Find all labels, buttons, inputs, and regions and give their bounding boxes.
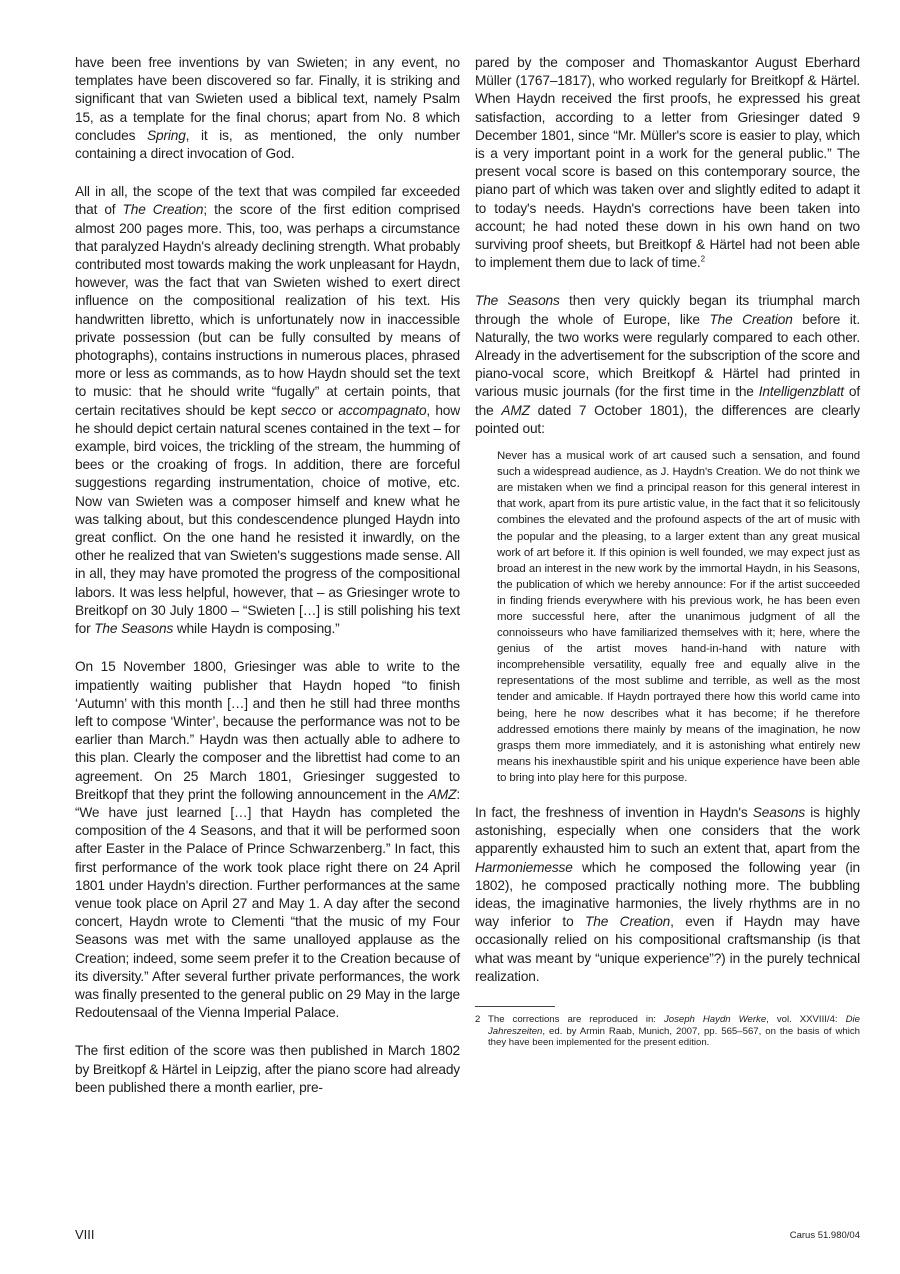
paragraph: The Seasons then very quickly began its triumphal march through the whole of Europe, like The Creation before it. Naturally, the two works were regularly compared to each other. Already in the advertisement for the subscription of the score and piano-vocal score, which Breitkopf & Härtel had printed in various music journals (for the first time in the Intelligenzblatt of the AMZ dated 7 October 1801), the differences are clearly pointed out: (475, 293, 860, 436)
left-column (75, 54, 460, 1117)
catalog-number: Carus 51.980/04 (789, 1230, 860, 1241)
paragraph: The first edition of the score was then published in March 1802 by Breitkopf & Härtel in Leipzig, after the piano score had already been published there a month earlier, pre- (75, 1043, 460, 1095)
footnote-divider (475, 1006, 555, 1007)
footnote: 2 The corrections are reproduced in: Joseph Haydn Werke, vol. XXVIII/4: Die Jahreszeiten, ed. by Armin Raab, Munich, 2007, pp. 565–567, on the basis of which they have been implemented for the present edition. (475, 1014, 860, 1049)
paragraph: On 15 November 1800, Griesinger was able to write to the impatiently waiting publisher that Haydn hoped “to finish ‘Autumn’ with this month […] and then he still had three months left to compose ‘Winter’, because the performance was not to be earlier than March.” Haydn was then actually able to adhere to this plan. Clearly the composer and the librettist had come to an agreement. On 25 March 1801, Griesinger suggested to Breitkopf that they print the following announcement in the AMZ: “We have just learned […] that Haydn has completed the composition of the 4 Seasons, and that it will be performed soon after Easter in the Palace of Prince Schwarzenberg.” In fact, this first performance of the work took place right there on 24 April 1801 under Haydn's direction. Further performances at the same venue took place on April 27 and May 1. A day after the second concert, Haydn wrote to Clementi “that the music of my Four Seasons was met with the same unalloyed applause as the Creation; indeed, some seem prefer it to the Creation because of its diversity.” After several further private performances, the work was finally presented to the general public on 29 May in the large Redoutensaal of the Vienna Imperial Palace. (75, 659, 460, 1021)
paragraph: pared by the composer and Thomaskantor August Eberhard Müller (1767–1817), who worked regularly for Breitkopf & Härtel. When Haydn received the first proofs, he expressed his great satisfaction, according to a letter from Griesinger dated 9 December 1801, since “Mr. Müller's score is easier to play, which is a very important point in a work for the general public.” The present vocal score is based on this contemporary source, the piano part of which was taken over and slightly edited to adapt it to today's needs. Haydn's corrections have been taken into account; he had noted these down in his own hand on two surviving proof sheets, but Breitkopf & Härtel had not been able to implement them due to lack of time.$^2$ (475, 55, 860, 271)
footnote-reference: 2 (700, 254, 705, 264)
right-column (475, 54, 860, 1049)
paragraph: have been free inventions by van Swieten; in any event, no templates have been discovered so far. Finally, it is striking and significant that van Swieten used a biblical text, namely Psalm 15, as a template for the final chorus; apart from No. 8 which concludes Spring, it is, as mentioned, the only number containing a direct invocation of God. (75, 55, 461, 162)
block-quote: Never has a musical work of art caused such a sensation, and found such a widespread audience, as J. Haydn's Creation. We do not think we are mistaken when we find a principal reason for this general interest in that work, apart from its pure artistic value, in the fact that it so felicitously combines the elevated and the profound aspects of the art of music with the popular and the pleasing, to a larger extent than any great musical work of art before it. If this opinion is well founded, we may expect just as broad an interest in the new work by the immortal Haydn, in his Seasons, the publication of which we hereby announce: For if the artist succeeded in finding friends everywhere with his previous work, he has been even more successful here, after the unanimous judgment of all the connoisseurs who have familiarized themselves with it; here, where the genius of the artist moves hand-in-hand with nature with incomprehensible versatility, equally free and equally alive in the representations of the most sublime and terrible, as well as the most tender and amicable. If Haydn portrayed there how this world came into being, here he now describes what it has become; if he therefore addressed emotions there mainly by means of the imagination, he now grasps them more immediately, and it is astonishing what entirely new means his inexhaustible spirit and his unique experience have been able to bring into play here for this purpose. (497, 450, 860, 784)
footnote-number: 2 (475, 1014, 481, 1026)
page-number: VIII (75, 1227, 95, 1242)
paragraph: All in all, the scope of the text that was compiled far exceeded that of The Creation; the score of the first edition comprised almost 200 pages more. This, too, was perhaps a circumstance that paralyzed Haydn's already declining strength. What probably contributed most towards making the work unpleasant for Haydn, however, was the fact that van Swieten wished to exert direct influence on the compositional realization of his text. His handwritten libretto, which is unfortunately now in inaccessible private possession (but can be fully consulted by means of photographs), contains instructions in numerous places, phrased more or less as commands, as to how Haydn should set the text to music: that he should write “fugally” at certain points, that certain recitatives should be kept secco or accompagnato, how he should depict certain natural scenes contained in the text – for example, bird voices, the trickling of the stream, the humming of bees or the croaking of frogs. In addition, there are forceful suggestions regarding instrumentation, choice of motive, etc. Now van Swieten was a composer himself and knew what he was talking about, but this condescendence plunged Haydn into great conflict. On the one hand he resisted it inwardly, on the other he realized that van Swieten's suggestions made sense. All in all, they may have promoted the progress of the compositional labors. It was less helpful, however, that – as Griesinger wrote to Breitkopf on 30 July 1800 – “Swieten […] is still polishing his text for The Seasons while Haydn is composing.” (75, 184, 461, 637)
paragraph: In fact, the freshness of invention in Haydn's Seasons is highly astonishing, especially when one considers that the work apparently exhausted him to such an extent that, apart from the Harmoniemesse which he composed the following year (in 1802), he composed practically nothing more. The bubbling ideas, the imaginative harmonies, the lively rhythms are in no way inferior to The Creation, even if Haydn may have occasionally relied on his compositional craftsmanship (is that what was meant by “unique experience”?) in the purely technical realization. (475, 805, 860, 984)
